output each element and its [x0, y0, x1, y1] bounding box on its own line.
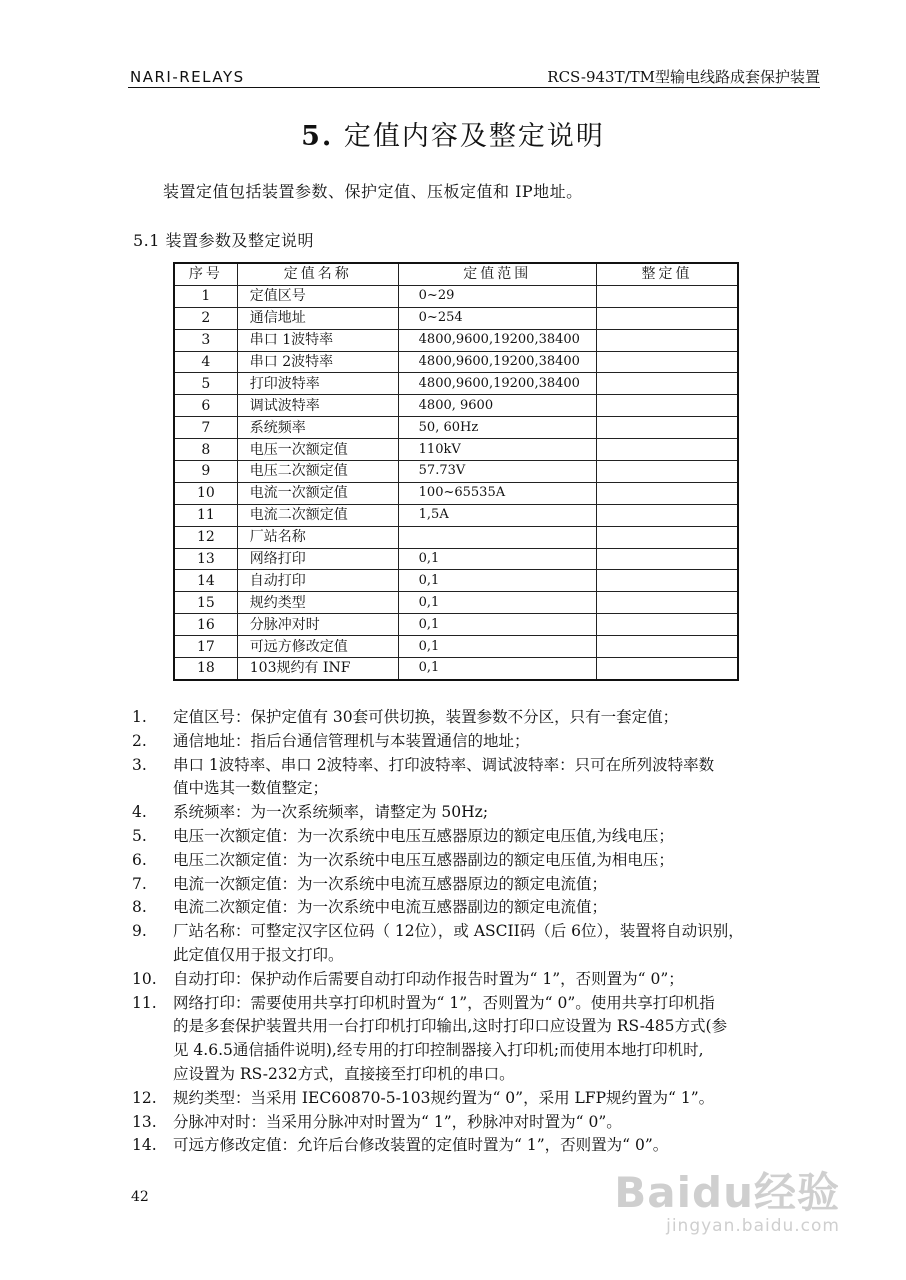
cell-name: 电流一次额定值 [237, 482, 398, 504]
list-item [132, 992, 822, 1016]
section-heading: 5.1 装置参数及整定说明 [133, 231, 315, 250]
cell-no: 2 [174, 307, 237, 329]
cell-value [596, 373, 738, 395]
cell-value [596, 307, 738, 329]
list-item-text: 的是多套保护装置共用一台打印机打印输出,这时打印口应设置为 RS-485方式(参 [173, 1017, 728, 1036]
list-item-number: 7. [132, 874, 147, 893]
table-row [174, 307, 738, 329]
column-header-range: 定值范围 [398, 263, 596, 285]
cell-name: 厂站名称 [237, 526, 398, 548]
table-row [174, 395, 738, 417]
table-row [174, 614, 738, 636]
cell-name: 电压一次额定值 [237, 439, 398, 461]
baidu-watermark-logo [614, 1160, 840, 1236]
list-item [132, 754, 822, 778]
cell-no: 18 [174, 658, 237, 680]
list-item-text: 值中选其一数值整定； [173, 779, 329, 798]
column-header-no: 序号 [174, 263, 237, 285]
cell-no: 11 [174, 504, 237, 526]
table-row [174, 373, 738, 395]
cell-value [596, 570, 738, 592]
cell-value [596, 461, 738, 483]
cell-value [596, 351, 738, 373]
list-item-number [132, 944, 173, 968]
list-item-number: 10. [132, 969, 157, 988]
table-row [174, 570, 738, 592]
list-item-number [132, 1039, 173, 1063]
cell-name: 电流二次额定值 [237, 504, 398, 526]
list-item [132, 896, 822, 920]
list-item-text: 见 4.6.5通信插件说明),经专用的打印控制器接入打印机;而使用本地打印机时, [173, 1041, 704, 1060]
cell-no: 7 [174, 417, 237, 439]
watermark-url: jingyan.baidu.com [666, 1216, 840, 1236]
list-item [132, 1111, 822, 1135]
explanation-list [132, 706, 822, 1158]
list-item [132, 1134, 822, 1158]
list-item [132, 968, 822, 992]
table-row [174, 417, 738, 439]
list-item [132, 873, 822, 897]
list-item-text: 电流二次额定值：为一次系统中电流互感器副边的额定电流值； [173, 898, 608, 917]
cell-no: 9 [174, 461, 237, 483]
cell-range: 1,5A [398, 504, 596, 526]
cell-no: 12 [174, 526, 237, 548]
cell-no: 13 [174, 548, 237, 570]
list-item-number: 5. [132, 826, 147, 845]
device-parameter-table [173, 262, 739, 681]
cell-no: 4 [174, 351, 237, 373]
table-row [174, 329, 738, 351]
table-body [174, 285, 738, 680]
cell-no: 5 [174, 373, 237, 395]
chapter-title [0, 114, 906, 153]
cell-name: 规约类型 [237, 592, 398, 614]
cell-range: 4800, 9600 [398, 395, 596, 417]
list-item-number [132, 1015, 173, 1039]
cell-value [596, 417, 738, 439]
list-item-text: 系统频率：为一次系统频率，请整定为 50Hz; [173, 803, 489, 822]
cell-range: 0,1 [398, 570, 596, 592]
header-document-title: RCS-943T/TM型输电线路成套保护装置 [547, 68, 820, 86]
list-item [132, 801, 822, 825]
list-item [132, 1063, 822, 1087]
table-row [174, 658, 738, 680]
cell-name: 网络打印 [237, 548, 398, 570]
cell-no: 3 [174, 329, 237, 351]
table-row [174, 636, 738, 658]
list-item-number: 3. [132, 755, 147, 774]
cell-no: 15 [174, 592, 237, 614]
list-item-number: 6. [132, 850, 147, 869]
cell-no: 8 [174, 439, 237, 461]
page-number: 42 [131, 1189, 149, 1205]
cell-name: 调试波特率 [237, 395, 398, 417]
list-item-number: 11. [132, 993, 157, 1012]
list-item [132, 1087, 822, 1111]
cell-value [596, 592, 738, 614]
cell-value [596, 482, 738, 504]
list-item [132, 730, 822, 754]
list-item [132, 920, 822, 944]
cell-range [398, 526, 596, 548]
list-item-number: 12. [132, 1088, 157, 1107]
cell-name: 通信地址 [237, 307, 398, 329]
list-item-number: 4. [132, 803, 147, 822]
table-row [174, 504, 738, 526]
list-item-number: 8. [132, 898, 147, 917]
cell-value [596, 285, 738, 307]
cell-range: 50, 60Hz [398, 417, 596, 439]
table-row [174, 526, 738, 548]
list-item [132, 777, 822, 801]
cell-value [596, 329, 738, 351]
cell-range: 4800,9600,19200,38400 [398, 329, 596, 351]
list-item [132, 944, 822, 968]
cell-name: 定值区号 [237, 285, 398, 307]
cell-range: 100~65535A [398, 482, 596, 504]
list-item-number [132, 777, 173, 801]
cell-no: 10 [174, 482, 237, 504]
header-divider [128, 87, 820, 88]
cell-range: 57.73V [398, 461, 596, 483]
cell-name: 串口 2波特率 [237, 351, 398, 373]
cell-value [596, 548, 738, 570]
chapter-heading: 定值内容及整定说明 [343, 121, 605, 152]
cell-value [596, 395, 738, 417]
list-item [132, 849, 822, 873]
table-header-row [174, 263, 738, 285]
column-header-name: 定值名称 [237, 263, 398, 285]
intro-paragraph: 装置定值包括装置参数、保护定值、压板定值和 IP地址。 [163, 182, 583, 201]
list-item [132, 1039, 822, 1063]
list-item-text: 电流一次额定值：为一次系统中电流互感器原边的额定电流值； [173, 874, 608, 893]
list-item-text: 电压二次额定值：为一次系统中电压互感器副边的额定电压值,为相电压； [173, 850, 674, 869]
table-row [174, 548, 738, 570]
list-item-text: 规约类型：当采用 IEC60870-5-103规约置为“ 0”，采用 LFP规约置为“ 1”。 [173, 1088, 715, 1107]
table-row [174, 351, 738, 373]
list-item-number: 2. [132, 731, 147, 750]
list-item-text: 定值区号：保护定值有 30套可供切换，装置参数不分区，只有一套定值； [173, 708, 679, 726]
cell-no: 6 [174, 395, 237, 417]
cell-value [596, 526, 738, 548]
watermark-brand: Baidu经验 [614, 1168, 840, 1217]
list-item-number: 13. [132, 1112, 157, 1131]
cell-no: 17 [174, 636, 237, 658]
list-item-text: 自动打印：保护动作后需要自动打印动作报告时置为“ 1”，否则置为“ 0”； [173, 969, 684, 988]
chapter-number: 5. [301, 121, 334, 152]
cell-range: 110kV [398, 439, 596, 461]
list-item-text: 串口 1波特率、串口 2波特率、打印波特率、调试波特率：只可在所列波特率数 [173, 755, 715, 774]
list-item-text: 厂站名称：可整定汉字区位码（ 12位），或 ASCII码（后 6位），装置将自动识别， [173, 922, 744, 941]
cell-range: 0,1 [398, 548, 596, 570]
list-item [132, 1015, 822, 1039]
cell-range: 0,1 [398, 614, 596, 636]
cell-range: 0~29 [398, 285, 596, 307]
cell-name: 103规约有 INF [237, 658, 398, 680]
table-row [174, 461, 738, 483]
cell-range: 0~254 [398, 307, 596, 329]
cell-no: 14 [174, 570, 237, 592]
cell-range: 0,1 [398, 592, 596, 614]
cell-value [596, 658, 738, 680]
cell-name: 串口 1波特率 [237, 329, 398, 351]
cell-name: 系统频率 [237, 417, 398, 439]
list-item-number [132, 1063, 173, 1087]
list-item-number: 14. [132, 1136, 157, 1155]
list-item-text: 网络打印：需要使用共享打印机时置为“ 1”，否则置为“ 0”。使用共享打印机指 [173, 993, 715, 1012]
cell-name: 打印波特率 [237, 373, 398, 395]
cell-no: 1 [174, 285, 237, 307]
list-item-text: 应设置为 RS-232方式，直接接至打印机的串口。 [173, 1064, 515, 1083]
table-row [174, 285, 738, 307]
list-item-text: 通信地址：指后台通信管理机与本装置通信的地址； [173, 731, 530, 750]
list-item-number: 1. [132, 708, 147, 726]
cell-value [596, 439, 738, 461]
cell-value [596, 504, 738, 526]
cell-name: 自动打印 [237, 570, 398, 592]
cell-name: 分脉冲对时 [237, 614, 398, 636]
list-item-text: 可远方修改定值：允许后台修改装置的定值时置为“ 1”，否则置为“ 0”。 [173, 1136, 669, 1155]
cell-range: 0,1 [398, 658, 596, 680]
list-item [132, 825, 822, 849]
cell-value [596, 614, 738, 636]
list-item-text: 电压一次额定值：为一次系统中电压互感器原边的额定电压值,为线电压； [173, 826, 674, 845]
cell-no: 16 [174, 614, 237, 636]
table-row [174, 439, 738, 461]
list-item-text: 此定值仅用于报文打印。 [173, 945, 344, 964]
cell-range: 0,1 [398, 636, 596, 658]
list-item-text: 分脉冲对时：当采用分脉冲对时置为“ 1”，秒脉冲对时置为“ 0”。 [173, 1112, 622, 1131]
table-row [174, 482, 738, 504]
table-row [174, 592, 738, 614]
column-header-value: 整定值 [596, 263, 738, 285]
header-company: NARI-RELAYS [130, 68, 245, 86]
list-item-number: 9. [132, 922, 147, 941]
list-item [132, 706, 822, 730]
cell-range: 4800,9600,19200,38400 [398, 373, 596, 395]
cell-value [596, 636, 738, 658]
cell-name: 电压二次额定值 [237, 461, 398, 483]
cell-range: 4800,9600,19200,38400 [398, 351, 596, 373]
cell-name: 可远方修改定值 [237, 636, 398, 658]
